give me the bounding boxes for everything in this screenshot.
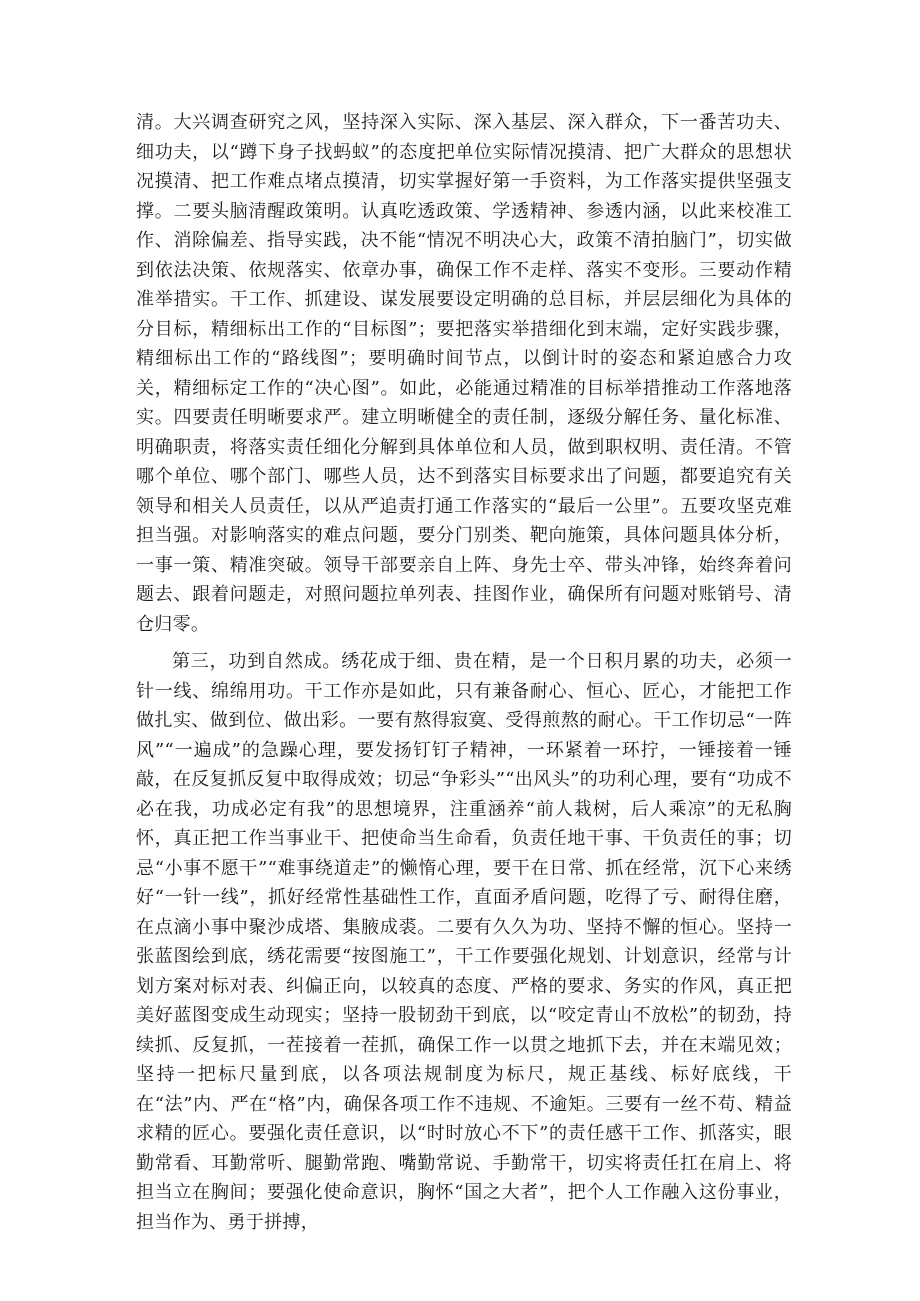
paragraph-third-point: 第三，功到自然成。绣花成于细、贵在精，是一个日积月累的功夫，必须一针一线、绵绵用功。干工作亦是如此，只有兼备耐心、恒心、匠心，才能把工作做扎实、做到位、做出彩。一要有熬得寂寞、受得煎熬的耐心。干工作切忌“一阵风”“一遍成”的急躁心理，要发扬钉钉子精神，一环紧着一环拧，一锤接着一锤敲，在反复抓反复中取得成效；切忌“争彩头”“出风头”的功利心理，要有“功成不必在我，功成必定有我”的思想境界，注重涵养“前人栽树，后人乘凉”的无私胸怀，真正把工作当事业干、把使命当生命看，负责任地干事、干负责任的事；切忌“小事不愿干”“难事绕道走”的懒惰心理，要干在日常、抓在经常，沉下心来绣好“一针一线”，抓好经常性基础性工作，直面矛盾问题，吃得了亏、耐得住磨，在点滴小事中聚沙成塔、集腋成裘。二要有久久为功、坚持不懈的恒心。坚持一张蓝图绘到底，绣花需要“按图施工”，干工作要强化规划、计划意识，经常与计划方案对标对表、纠偏正向，以较真的态度、严格的要求、务实的作风，真正把美好蓝图变成生动现实；坚持一股韧劲干到底，以“咬定青山不放松”的韧劲，持续抓、反复抓，一茬接着一茬抓，确保工作一以贯之地抓下去，并在末端见效；坚持一把标尺量到底，以各项法规制度为标尺，规正基线、标好底线，干在“法”内、严在“格”内，确保各项工作不违规、不逾矩。三要有一丝不苟、精益求精的匠心。要强化责任意识，以“时时放心不下”的责任感干工作、抓落实，眼勤常看、耳勤常听、腿勤常跑、嘴勤常说、手勤常干，切实将责任扛在肩上、将担当立在胸间；要强化使命意识，胸怀“国之大者”，把个人工作融入这份事业，担当作为、勇于拼搏，	[136, 651, 792, 1233]
document-page	[136, 108, 792, 1237]
paragraph-continued: 清。大兴调查研究之风，坚持深入实际、深入基层、深入群众，下一番苦功夫、细功夫，以“蹲下身子找蚂蚁”的态度把单位实际情况摸清、把广大群众的思想状况摸清、把工作难点堵点摸清，切实掌握好第一手资料，为工作落实提供坚强支撑。二要头脑清醒政策明。认真吃透政策、学透精神、参透内涵，以此来校准工作、消除偏差、指导实践，决不能“情况不明决心大，政策不清拍脑门”，切实做到依法决策、依规落实、依章办事，确保工作不走样、落实不变形。三要动作精准举措实。干工作、抓建设、谋发展要设定明确的总目标，并层层细化为具体的分目标，精细标出工作的“目标图”；要把落实举措细化到末端，定好实践步骤，精细标出工作的“路线图”；要明确时间节点，以倒计时的姿态和紧迫感合力攻关，精细标定工作的“决心图”。如此，必能通过精准的目标举措推动工作落地落实。四要责任明晰要求严。建立明晰健全的责任制，逐级分解任务、量化标准、明确职责，将落实责任细化分解到具体单位和人员，做到职权明、责任清。不管哪个单位、哪个部门、哪些人员，达不到落实目标要求出了问题，都要追究有关领导和相关人员责任，以从严追责打通工作落实的“最后一公里”。五要攻坚克难担当强。对影响落实的难点问题，要分门别类、靶向施策，具体问题具体分析，一事一策、精准突破。领导干部要亲自上阵、身先士卒、带头冲锋，始终奔着问题去、跟着问题走，对照问题拉单列表、挂图作业，确保所有问题对账销号、清仓归零。	[136, 112, 792, 635]
